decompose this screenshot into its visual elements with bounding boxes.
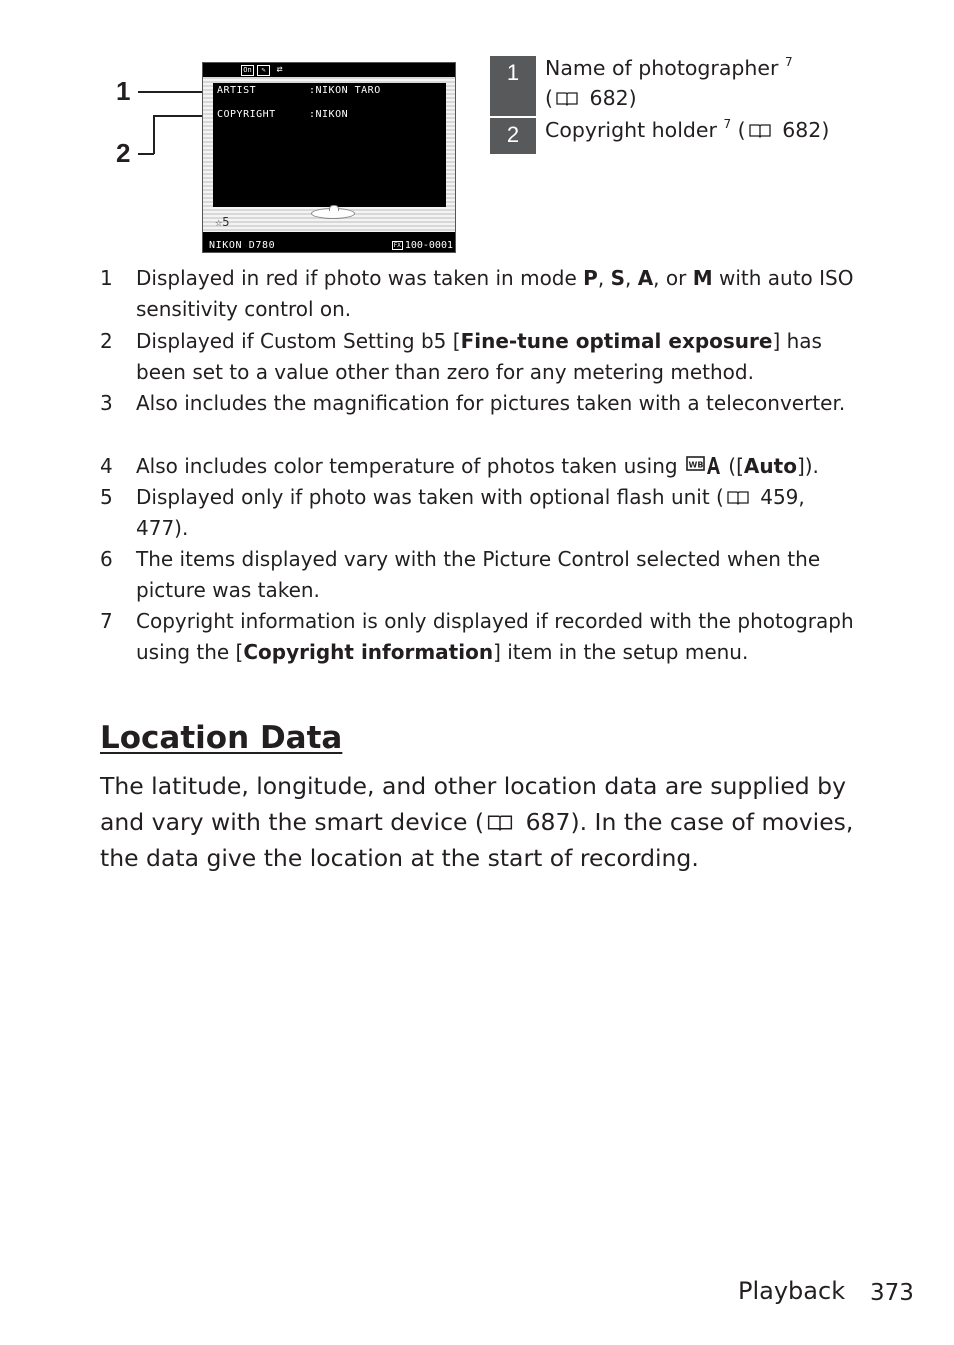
section-body: [100, 768, 870, 876]
footnote-text: ]).: [796, 454, 819, 478]
legend-item-1-note: 7: [784, 55, 793, 69]
footnote-text: ] item in the setup menu.: [493, 640, 749, 664]
book-icon: [486, 814, 514, 831]
legend-item-2-page: 682: [782, 118, 822, 142]
svg-text:WB: WB: [688, 460, 704, 470]
body-text: The latitude, longitude, and other location data are supplied by and vary with the smart device (: [100, 772, 846, 836]
footnote-number: 7: [100, 609, 113, 633]
body-text: 687). In the case of movies, the data give the location at the start of recording.: [100, 808, 854, 872]
screen-top-icons: [241, 65, 286, 77]
footnote-2: [100, 326, 860, 388]
footnote-6: [100, 544, 860, 606]
transfer-icon: ⇄: [276, 64, 283, 75]
footnote-4: [100, 451, 860, 482]
wb-auto-icon: [686, 455, 720, 475]
fx-format-icon: FX: [393, 242, 401, 249]
retouch-icon: ✎: [257, 65, 270, 76]
book-icon: [748, 123, 772, 138]
footnote-text: 459, 477).: [136, 485, 805, 540]
mode-m: M: [692, 266, 713, 290]
artist-label: ARTIST: [217, 85, 257, 96]
footnote-text: Also includes the magnification for pictures taken with a teleconverter.: [136, 391, 846, 415]
book-icon: [555, 91, 579, 106]
callout-2-line-h1: [138, 153, 154, 155]
file-number-text: 100-0001: [404, 240, 453, 251]
footnote-text: ,: [597, 266, 611, 290]
callout-1: 1: [116, 76, 131, 106]
legend-item-2-text: Copyright holder: [545, 118, 717, 142]
legend-item-1-page: 682: [589, 86, 629, 110]
mode-s: S: [610, 266, 625, 290]
setting-name: Copyright information: [243, 640, 494, 664]
screen-status-bar: [203, 232, 455, 252]
legend-item-1: Name of photographer $^7$ ( 682): [545, 55, 793, 110]
footnote-number: 5: [100, 485, 113, 509]
footnote-text: with auto ISO sensitivity control on.: [136, 266, 854, 321]
copyright-value: :NIKON: [309, 109, 349, 120]
footnote-text: Displayed if Custom Setting b5 [: [136, 329, 461, 353]
mode-a: A: [637, 266, 654, 290]
copyright-label: COPYRIGHT: [217, 109, 276, 120]
footer-section-name: Playback: [738, 1277, 846, 1305]
page-scroll-marker: [329, 205, 339, 211]
footnote-text: ,: [624, 266, 638, 290]
footnote-text: Displayed in red if photo was taken in mode: [136, 266, 584, 290]
artist-value: :NIKON TARO: [309, 85, 381, 96]
footnote-5: [100, 482, 860, 544]
footnote-text: Copyright information is only displayed if recorded with the photograph using the [: [136, 609, 854, 664]
section-heading: Location Data: [100, 720, 343, 756]
footnote-number: 2: [100, 329, 113, 353]
legend-item-2-note: 7: [723, 117, 732, 131]
setting-name: Fine-tune optimal exposure: [460, 329, 773, 353]
footnote-text: Also includes color temperature of photos taken using: [136, 454, 684, 478]
footnote-3: [100, 388, 860, 419]
setting-auto: Auto: [743, 454, 797, 478]
footnote-7: [100, 606, 860, 668]
mode-p: P: [583, 266, 598, 290]
callout-2: 2: [116, 138, 131, 168]
footnote-number: 4: [100, 454, 113, 478]
footnote-number: 1: [100, 266, 113, 290]
footnote-text: The items displayed vary with the Picture Control selected when the picture was taken.: [136, 547, 821, 602]
footnote-number: 6: [100, 547, 113, 571]
legend-number-1: 1: [490, 56, 536, 116]
info-page-icon: On: [241, 65, 254, 76]
footnote-number: 3: [100, 391, 113, 415]
legend-item-2: Copyright holder $^7$ ( 682): [545, 117, 830, 142]
footnote-text: ([: [721, 454, 744, 478]
footnote-1: [100, 263, 860, 325]
callout-2-line-v: [153, 115, 155, 154]
info-panel: [213, 83, 446, 207]
legend-item-1-text: Name of photographer: [545, 56, 779, 80]
footnote-text: , or: [653, 266, 693, 290]
camera-screen-illustration: [202, 62, 456, 253]
book-icon: [726, 490, 750, 505]
legend-number-2: 2: [490, 118, 536, 154]
footnote-text: Displayed only if photo was taken with optional flash unit (: [136, 485, 724, 509]
page-number: 373: [870, 1280, 914, 1306]
camera-model: NIKON D780: [209, 240, 276, 251]
file-number: [392, 240, 453, 251]
footnote-text: ] has been set to a value other than zero for any metering method.: [136, 329, 822, 384]
rating: ☆5: [215, 215, 230, 229]
